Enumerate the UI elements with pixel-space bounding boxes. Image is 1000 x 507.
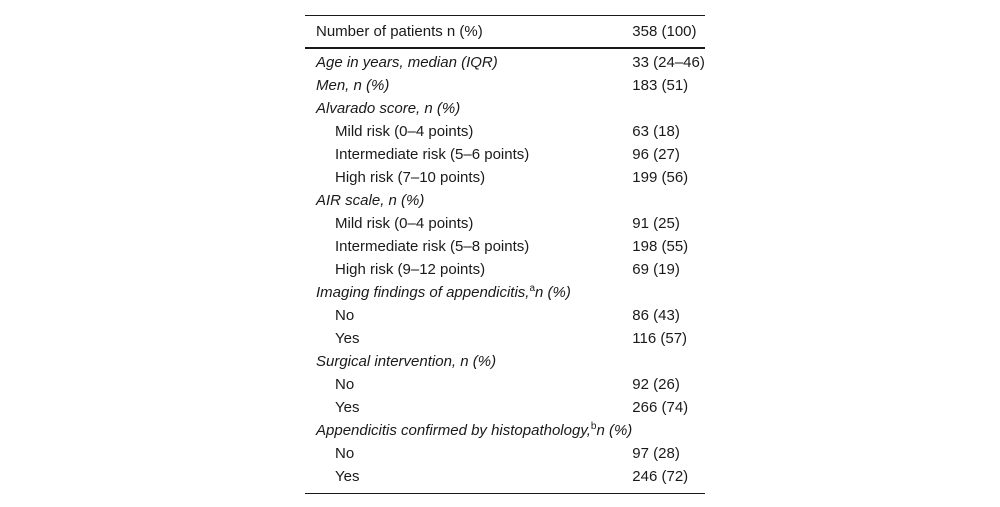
section-row-alvarado bbox=[305, 97, 705, 120]
section-label bbox=[305, 281, 632, 304]
row-label: Intermediate risk (5–8 points) bbox=[335, 238, 530, 255]
footnote-marker: a bbox=[529, 283, 536, 294]
section-row-imaging bbox=[305, 281, 705, 304]
section-label-suffix: n (%) bbox=[535, 284, 571, 301]
table-row-alvarado-intermediate bbox=[305, 143, 705, 166]
section-label bbox=[305, 419, 632, 442]
row-value: 246 (72) bbox=[632, 468, 689, 485]
row-value: 199 (56) bbox=[632, 169, 689, 186]
row-value: 92 (26) bbox=[632, 376, 680, 393]
row-label: Yes bbox=[335, 399, 360, 416]
row-value: 63 (18) bbox=[632, 123, 680, 140]
row-label: No bbox=[335, 307, 355, 324]
section-row-surgery bbox=[305, 350, 705, 373]
table-row-imaging-yes bbox=[305, 327, 705, 350]
footnote-marker: b bbox=[590, 421, 597, 432]
row-label: High risk (9–12 points) bbox=[335, 261, 486, 278]
table-row-surgery-no bbox=[305, 373, 705, 396]
table-row-men bbox=[305, 74, 705, 97]
row-label: Mild risk (0–4 points) bbox=[335, 123, 474, 140]
table-row-air-intermediate bbox=[305, 235, 705, 258]
row-value: 183 (51) bbox=[632, 77, 689, 94]
row-label: Yes bbox=[335, 468, 360, 485]
row-label: No bbox=[335, 376, 355, 393]
row-value: 33 (24–46) bbox=[632, 54, 705, 71]
table-row-air-mild bbox=[305, 212, 705, 235]
section-label-text: Appendicitis confirmed by histopathology, bbox=[316, 422, 591, 439]
row-value: 69 (19) bbox=[632, 261, 680, 278]
row-label: High risk (7–10 points) bbox=[335, 169, 486, 186]
row-label: Mild risk (0–4 points) bbox=[335, 215, 474, 232]
row-value: 91 (25) bbox=[632, 215, 680, 232]
row-label: Yes bbox=[335, 330, 360, 347]
table-row-imaging-no bbox=[305, 304, 705, 327]
table-row-air-high bbox=[305, 258, 705, 281]
section-label-text: Imaging findings of appendicitis, bbox=[316, 284, 530, 301]
row-value: 97 (28) bbox=[632, 445, 680, 462]
section-label-suffix: n (%) bbox=[596, 422, 633, 439]
table-row-histopathology-no bbox=[305, 442, 705, 465]
header-value: 358 (100) bbox=[632, 23, 697, 40]
header-label: Number of patients n (%) bbox=[316, 23, 483, 40]
row-value: 96 (27) bbox=[632, 146, 680, 163]
section-row-histopathology bbox=[305, 419, 705, 442]
patient-characteristics-table bbox=[305, 15, 705, 494]
row-label: Men, n (%) bbox=[316, 77, 390, 94]
row-value: 266 (74) bbox=[632, 399, 689, 416]
row-value: 198 (55) bbox=[632, 238, 689, 255]
table-row-surgery-yes bbox=[305, 396, 705, 419]
table-row-age bbox=[305, 48, 705, 74]
row-label: No bbox=[335, 445, 355, 462]
row-value: 116 (57) bbox=[632, 330, 688, 347]
row-label: Age in years, median (IQR) bbox=[316, 54, 498, 71]
table-header-row bbox=[305, 16, 705, 49]
section-label: Alvarado score, n (%) bbox=[316, 100, 461, 117]
section-label: AIR scale, n (%) bbox=[316, 192, 425, 209]
section-row-air bbox=[305, 189, 705, 212]
section-label: Surgical intervention, n (%) bbox=[316, 353, 497, 370]
table-row-alvarado-mild bbox=[305, 120, 705, 143]
table-row-alvarado-high bbox=[305, 166, 705, 189]
row-label: Intermediate risk (5–6 points) bbox=[335, 146, 530, 163]
table-row-histopathology-yes bbox=[305, 465, 705, 494]
row-value: 86 (43) bbox=[632, 307, 680, 324]
patient-characteristics-table-container bbox=[305, 15, 705, 494]
